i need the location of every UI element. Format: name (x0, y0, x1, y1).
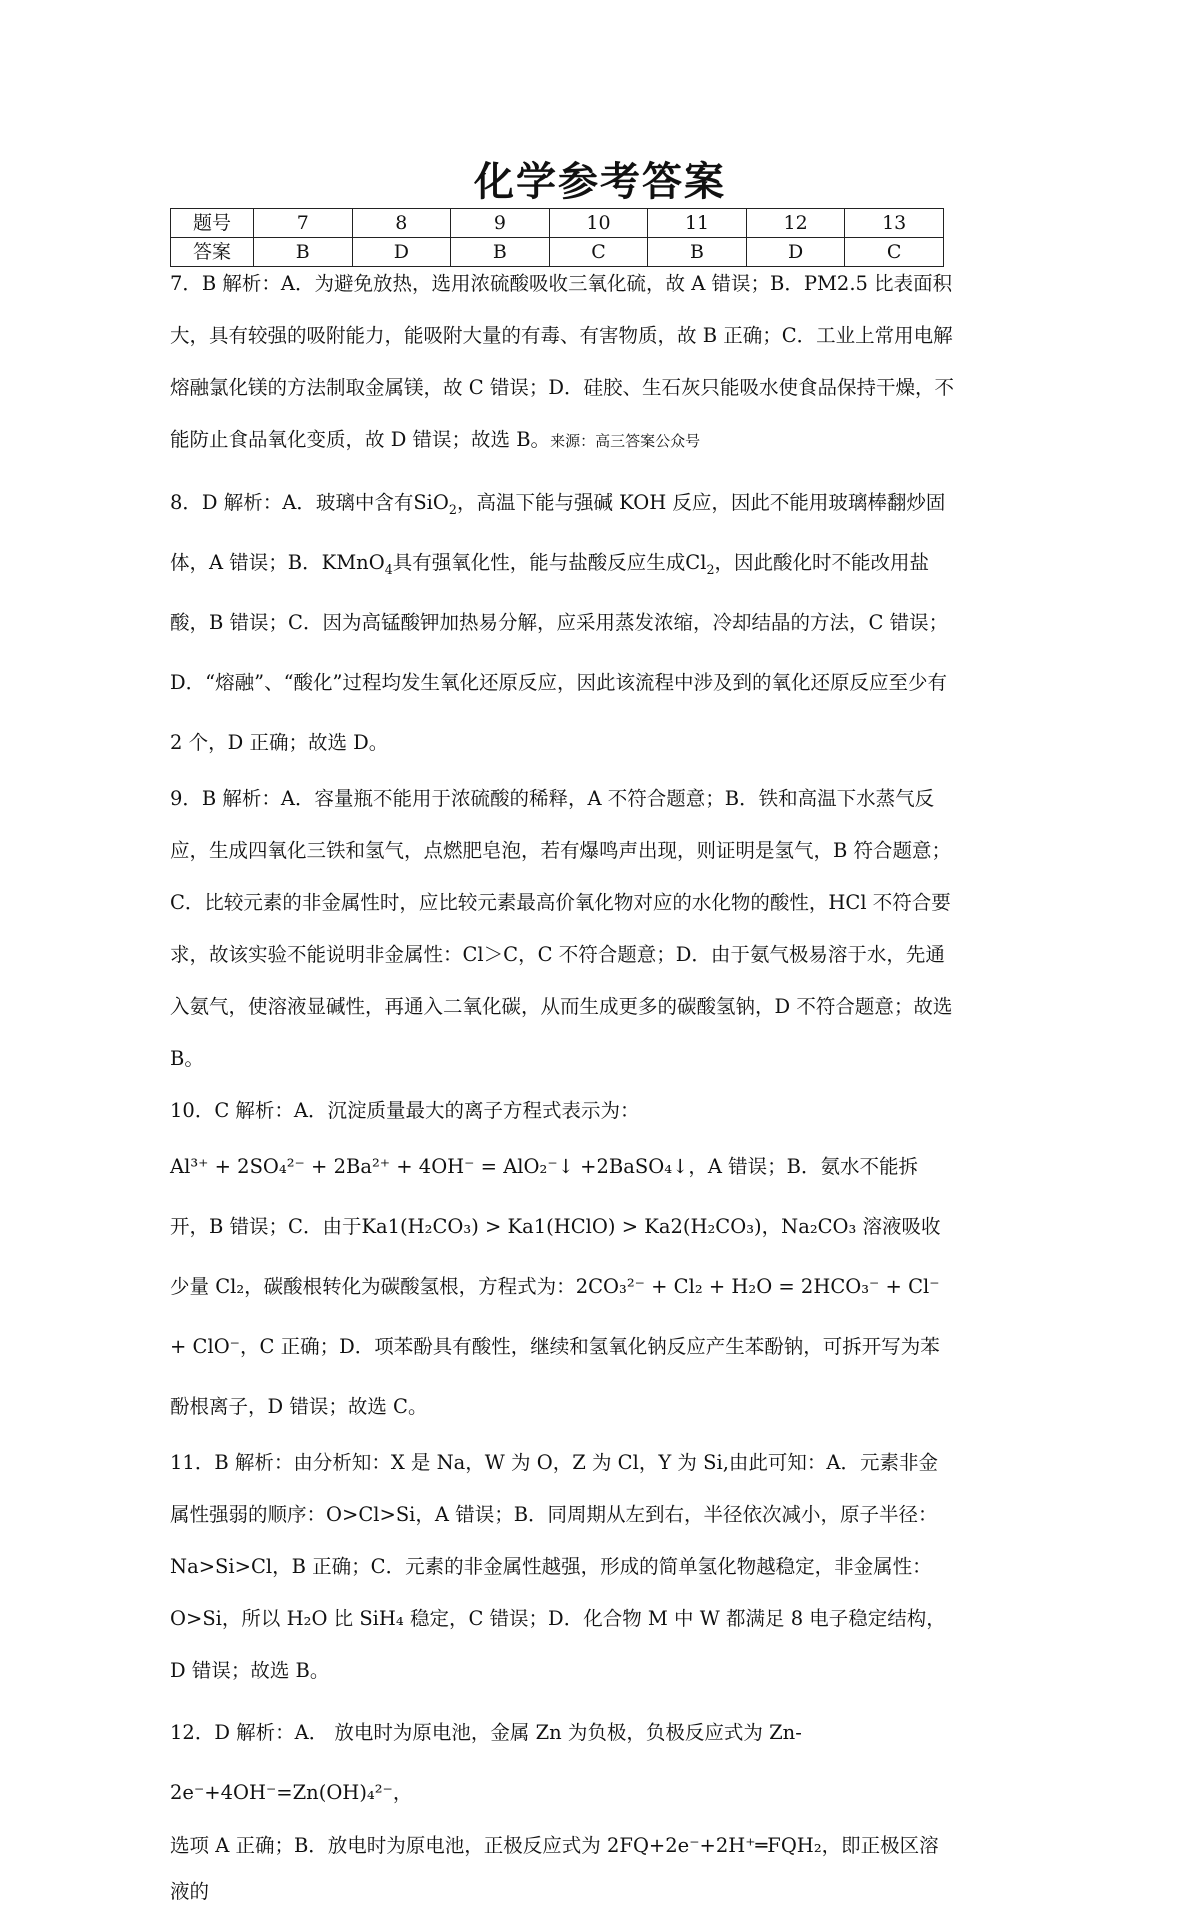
explanation-q9: 9．B 解析：A．容量瓶不能用于浓硫酸的稀释，A 不符合题意；B．铁和高温下水蒸气反应，生成四氧化三铁和氢气，点燃肥皂泡，若有爆鸣声出现，则证明是氢气，B 符合题意；C．比较元素的非金属性时，应比较元素最高价氧化物对应的水化物的酸性，HCl 不符合要求，故该实验不能说明非金属性：Cl＞C，C 不符合题意；D．由于氨气极易溶于水，先通入氨气，使溶液显碱性，再通入二氧化碳，从而生成更多的碳酸氢钠，D 不符合题意；故选 B。 (170, 787, 953, 1070)
q8-text: ，因此酸化时不能改用盐酸，B 错误；C．因为高锰酸钾加热易分解，应采用蒸发浓缩，冷却结晶的方法，C 错误；D．“熔融”、“酸化”过程均发生氧化还原反应，因此该流程中涉及到的氧化还原反应至少有 2 个，D 正确；故选 D。 (170, 551, 949, 754)
formula-sio2 (413, 491, 457, 517)
question-number: 12 (746, 209, 845, 238)
q7-text: 7．B 解析：A．为避免放热，选用浓硫酸吸收三氧化硫，故 A 错误；B．PM2.5 比表面积大，具有较强的吸附能力，能吸附大量的有毒、有害物质，故 B 正确；C．工业上常用电解熔融氯化镁的方法制取金属镁，故 C 错误；D．硅胶、生石灰只能吸水使食品保持干燥，不能防止食品氧化变质，故 D 错误；故选 B。 (170, 272, 954, 451)
q10-text: ，A 错误；B．氨水不能拆开，B 错误；C．由于 (170, 1155, 918, 1238)
answer-letter: B (254, 238, 353, 267)
answer-letter: C (549, 238, 648, 267)
answer-letter: C (845, 238, 944, 267)
explanation-q11: 11．B 解析：由分析知：X 是 Na，W 为 O，Z 为 Cl，Y 为 Si,由此可知：A．元素非金属性强弱的顺序：O>Cl>Si，A 错误；B．同周期从左到右，半径依次减小，原子半径：Na>Si>Cl，B 正确；C．元素的非金属性越强，形成的简单氢化物越稳定，非金属性：O>Si，所以 H₂O 比 SiH₄ 稳定，C 错误；D．化合物 M 中 W 都满足 8 电子稳定结构，D 错误；故选 B。 (170, 1451, 946, 1682)
formula-base: Cl (685, 551, 707, 574)
answer-letter: D (746, 238, 845, 267)
answer-letter: D (352, 238, 451, 267)
q10-text: ，C 正确；D．项苯酚具有酸性，继续和氢氧化钠反应产生苯酚钠，可拆开写为苯酚根离子，D 错误；故选 C。 (170, 1335, 940, 1418)
explanation-q10 (170, 1137, 955, 1437)
answer-letter: B (451, 238, 550, 267)
formula-subscript: 2 (448, 501, 457, 517)
formula-base: KMnO (321, 551, 385, 574)
explanation-q10-intro: 10．C 解析：A．沉淀质量最大的离子方程式表示为： (170, 1099, 640, 1122)
explanation-q7 (170, 258, 955, 467)
source-note: 来源：高三答案公众号 (550, 432, 701, 450)
q10-text: ，Na₂CO₃ 溶液吸收少量 Cl₂，碳酸根转化为碳酸氢根，方程式为： (170, 1215, 941, 1298)
q8-text: 具有强氧化性，能与盐酸反应生成 (392, 551, 686, 574)
question-number: 8 (352, 209, 451, 238)
question-number: 13 (845, 209, 944, 238)
formula-subscript: 2 (706, 561, 715, 577)
formula-base: SiO (413, 491, 449, 514)
question-number: 11 (648, 209, 747, 238)
q8-text: ，高温下能与强碱 KOH 反应，因此不能用玻璃棒翻炒固体，A 错误；B． (170, 491, 946, 574)
explanation-q12-line2: 选项 A 正确；B．放电时为原电池，正极反应式为 2FQ+2e⁻+2H⁺═FQH₂，即正极区溶液的 (170, 1834, 939, 1903)
question-number: 10 (549, 209, 648, 238)
formula-cl2 (685, 551, 715, 577)
row-label-answer: 答案 (171, 238, 254, 267)
explanation-q8 (170, 473, 955, 773)
ionic-equation-c: 2CO₃²⁻ + Cl₂ + H₂O = 2HCO₃⁻ + Cl⁻ + ClO⁻ (170, 1275, 940, 1358)
question-number-row (171, 209, 944, 238)
page-title: 化学参考答案 (474, 159, 726, 205)
formula-subscript: 4 (384, 561, 393, 577)
explanations (170, 258, 955, 1915)
acidity-inequality: Ka1(H₂CO₃) > Ka1(HClO) > Ka2(H₂CO₃) (361, 1215, 762, 1238)
formula-kmno4 (321, 551, 393, 577)
row-label-question: 题号 (171, 209, 254, 238)
q8-text: 8．D 解析：A．玻璃中含有 (170, 491, 414, 514)
answer-letter: B (648, 238, 747, 267)
ionic-equation-a: Al³⁺ + 2SO₄²⁻ + 2Ba²⁺ + 4OH⁻ = AlO₂⁻↓ +2BaSO₄↓ (170, 1155, 689, 1178)
question-number: 9 (451, 209, 550, 238)
explanation-q12-line1: 12．D 解析：A． 放电时为原电池，金属 Zn 为负极，负极反应式为 Zn-2e⁻+4OH⁻=Zn(OH)₄²⁻， (170, 1721, 802, 1804)
question-number: 7 (254, 209, 353, 238)
